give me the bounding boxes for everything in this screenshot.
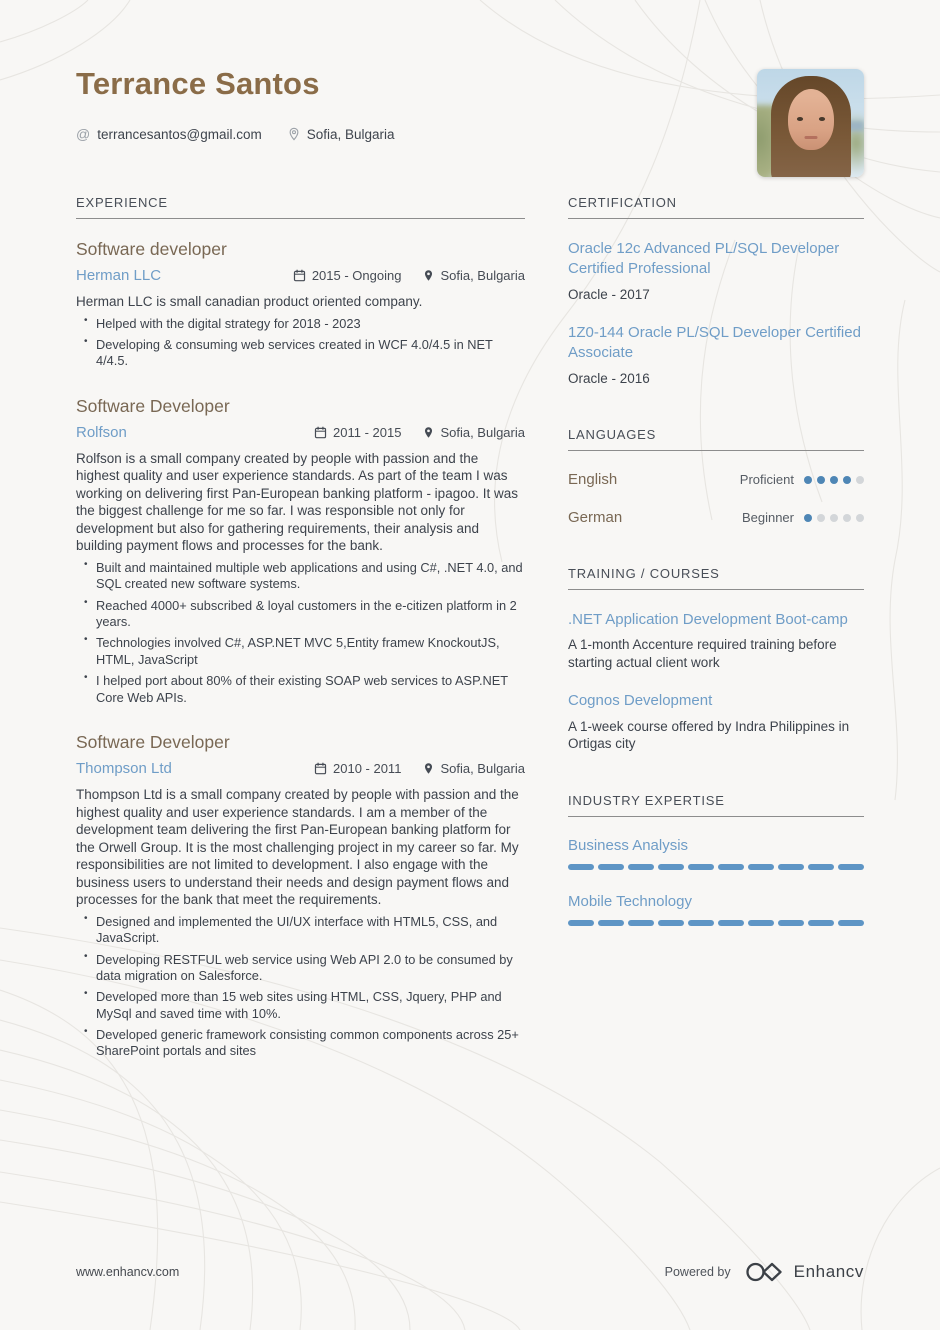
job-summary: Herman LLC is small canadian product oriented company.	[76, 294, 423, 309]
language-name: German	[568, 509, 623, 527]
experience-heading: EXPERIENCE	[76, 195, 525, 219]
enhancv-logo-icon	[744, 1260, 786, 1284]
expertise-level-bar	[568, 920, 864, 926]
profile-photo	[757, 69, 864, 177]
certification-title: 1Z0-144 Oracle PL/SQL Developer Certified Associate	[568, 324, 861, 362]
job-dates: 2015 - Ongoing	[311, 268, 402, 283]
calendar-icon	[314, 762, 327, 775]
job-title: Software Developer	[76, 731, 230, 752]
location-pin-icon	[423, 269, 434, 282]
location-item	[288, 127, 395, 142]
email-item[interactable]	[76, 126, 262, 142]
job-location: Sofia, Bulgaria	[440, 268, 525, 283]
location-pin-icon	[423, 426, 434, 439]
job-bullet: • I helped port about 80% of their existing SOAP web services to ASP.NET Core Web APIs.	[76, 673, 525, 706]
certification-section	[568, 195, 864, 387]
job-bullet: • Built and maintained multiple web applications and using C#, .NET 4.0, and SQL created new software systems.	[76, 560, 525, 593]
location-text: Sofia, Bulgaria	[306, 126, 395, 142]
job-bullets	[76, 560, 525, 706]
company-link[interactable]: Herman LLC	[76, 267, 162, 284]
left-column	[76, 195, 525, 1100]
job-bullet: • Developing RESTFUL web service using Web API 2.0 to be consumed by data migration on Salesforce.	[76, 952, 525, 985]
language-name: English	[568, 471, 618, 489]
training-description: A 1-week course offered by Indra Philippines in Ortigas city	[568, 718, 850, 752]
job-location: Sofia, Bulgaria	[440, 424, 525, 440]
job-dates: 2010 - 2011	[333, 760, 402, 776]
job-bullets	[76, 914, 525, 1060]
training-title: Cognos Development	[568, 692, 713, 710]
language-level-label: Beginner	[741, 510, 794, 526]
calendar-icon	[314, 426, 327, 439]
language-level-dots	[804, 514, 864, 522]
training-title: .NET Application Development Boot-camp	[568, 611, 848, 629]
experience-section	[76, 195, 525, 1060]
photo-face	[788, 89, 834, 150]
expertise-name: Mobile Technology	[568, 892, 692, 910]
training-item	[568, 691, 864, 752]
job-bullet: • Developed generic framework consisting common components across 25+ SharePoint portals and sites	[76, 1027, 525, 1060]
location-pin-icon	[288, 127, 300, 141]
contact-row	[76, 126, 864, 142]
resume-header	[76, 0, 864, 142]
location-pin-icon	[423, 762, 434, 775]
expertise-level-bar	[568, 864, 864, 870]
at-icon: @	[76, 126, 91, 142]
language-level-dots	[804, 476, 864, 484]
job-summary: Thompson Ltd is a small company created by people with passion and the highest quality and user experience standards. I am a member of the development team delivering the first Pan-European banking platform for the Orwell Group. It is the most challenging project in my career so far. My responsibilities are not limited to development. I also engage with the business users to understand their needs and design payment flows and processes for the bank that meet the requirements.	[76, 786, 519, 908]
job-bullet: • Technologies involved C#, ASP.NET MVC 5,Entity framew KnockoutJS, HTML, JavaScript	[76, 635, 525, 668]
certification-heading: CERTIFICATION	[568, 195, 864, 219]
expertise-name: Business Analysis	[568, 836, 689, 854]
experience-entry	[76, 239, 525, 370]
enhancv-website-link[interactable]: www.enhancv.com	[76, 1265, 180, 1279]
enhancv-wordmark: Enhancv	[793, 1262, 864, 1281]
certification-item	[568, 239, 864, 303]
languages-section	[568, 427, 864, 526]
certification-issuer: Oracle - 2017	[568, 286, 650, 302]
company-link[interactable]: Thompson Ltd	[76, 759, 172, 777]
page-footer	[76, 1260, 864, 1284]
right-column	[568, 195, 864, 1100]
experience-entry	[76, 732, 525, 1060]
job-bullet: • Helped with the digital strategy for 2018 - 2023	[76, 316, 525, 332]
industry-expertise-heading: INDUSTRY EXPERTISE	[568, 793, 864, 817]
job-dates: 2011 - 2015	[333, 424, 402, 440]
training-description: A 1-month Accenture required training before starting actual client work	[568, 637, 837, 670]
language-level-label: Proficient	[739, 472, 794, 488]
powered-by-label: Powered by	[664, 1265, 731, 1279]
experience-entry	[76, 396, 525, 706]
job-title: Software developer	[76, 239, 227, 259]
job-bullet: • Developed more than 15 web sites using HTML, CSS, Jquery, PHP and MySql and saved time with 10%.	[76, 989, 525, 1022]
training-item	[568, 610, 864, 671]
expertise-item	[568, 893, 864, 926]
job-title: Software Developer	[76, 395, 230, 416]
training-section	[568, 566, 864, 753]
candidate-name: Terrance Santos	[76, 66, 320, 101]
industry-expertise-section	[568, 793, 864, 926]
language-row	[568, 471, 864, 488]
job-summary: Rolfson is a small company created by people with passion and the highest quality and user experience standards. As part of the team I was working on delivering first Pan-European banking platform - ipagoo. It was the biggest challenge for me so far. I was responsible not only for development but also for gathering requirements, their analysis and building payment flows and processes for the bank.	[76, 450, 518, 554]
languages-heading: LANGUAGES	[568, 427, 864, 451]
expertise-item	[568, 837, 864, 870]
training-heading: TRAINING / COURSES	[568, 566, 864, 590]
enhancv-logo-link[interactable]	[744, 1260, 864, 1284]
job-bullets	[76, 316, 525, 370]
email-text: terrancesantos@gmail.com	[97, 126, 262, 142]
job-bullet: • Designed and implemented the UI/UX interface with HTML5, CSS, and JavaScript.	[76, 914, 525, 947]
certification-issuer: Oracle - 2016	[568, 370, 650, 386]
calendar-icon	[293, 269, 306, 282]
language-row	[568, 509, 864, 526]
company-link[interactable]: Rolfson	[76, 423, 127, 441]
job-bullet: • Reached 4000+ subscribed & loyal customers in the e-citizen platform in 2 years.	[76, 598, 525, 631]
certification-item	[568, 323, 864, 387]
job-bullet: • Developing & consuming web services created in WCF 4.0/4.5 in NET 4/4.5.	[76, 337, 525, 370]
job-location: Sofia, Bulgaria	[440, 760, 525, 776]
certification-title: Oracle 12c Advanced PL/SQL Developer Certified Professional	[568, 240, 840, 278]
